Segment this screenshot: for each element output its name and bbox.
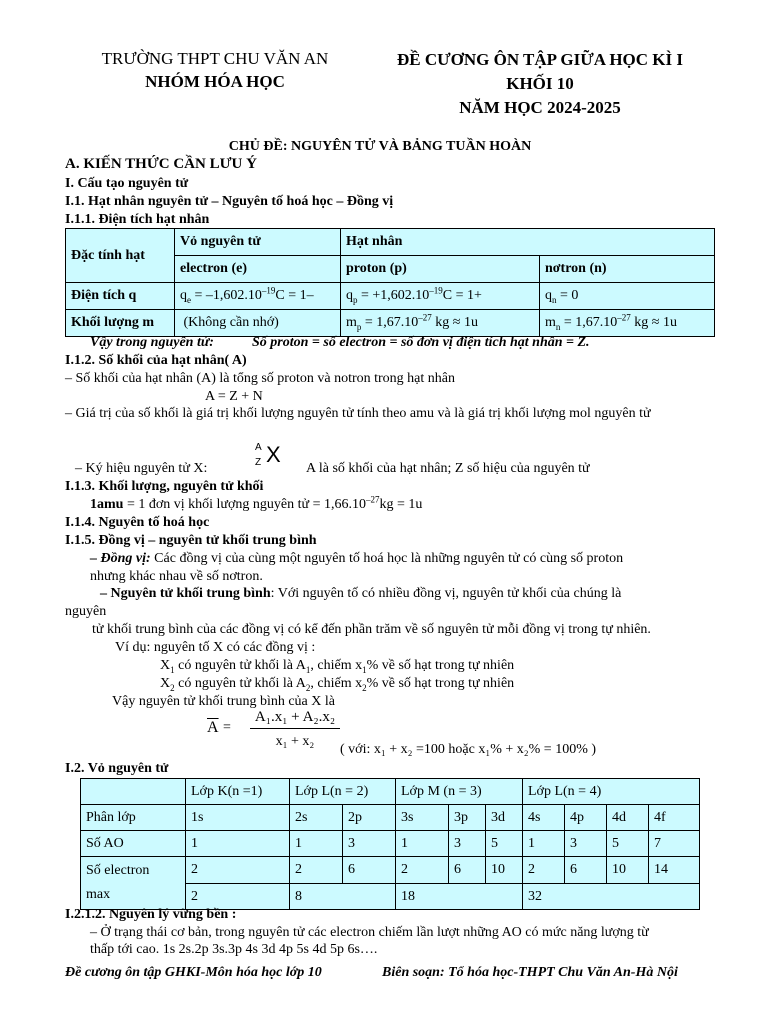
- symbol-z: Z: [255, 457, 262, 468]
- shell-table: [80, 778, 700, 910]
- cell-me: (Không cần nhớ): [175, 310, 341, 337]
- formula-lhs: $\overline{A}$: [207, 719, 219, 736]
- t2-head-m: Lớp M (n = 3): [396, 779, 523, 805]
- mass-number-def: – Số khối của hạt nhân (A) là tổng số proton và notron trong hạt nhân: [65, 371, 455, 386]
- conclusion-label: Vậy trong nguyên tử:: [90, 335, 214, 350]
- formula-note: ( với: x₁ + x₂ =100 hoặc x₁% + x₂% = 100% ): [340, 742, 597, 757]
- section-i13: I.1.3. Khối lượng, nguyên tử khối: [65, 479, 264, 494]
- topic-heading: CHỦ ĐỀ: NGUYÊN TỬ VÀ BẢNG TUẦN HOÀN: [228, 139, 532, 154]
- symbol-x: X: [266, 442, 281, 467]
- table-row: 2 8 18 32: [81, 883, 700, 910]
- cell-vo: Vỏ nguyên tử: [175, 229, 341, 256]
- section-i1: I.1. Hạt nhân nguyên tử – Nguyên tố hoá học – Đồng vị: [65, 194, 394, 209]
- section-i: I. Cấu tạo nguyên tử: [65, 176, 189, 191]
- school-name: TRƯỜNG THPT CHU VĂN AN: [101, 49, 329, 68]
- footer-right: Biên soạn: Tổ hóa học-THPT Chu Văn An-Hà Nội: [382, 965, 678, 980]
- section-i12: I.1.2. Số khối của hạt nhân( A): [65, 353, 247, 368]
- doc-year: NĂM HỌC 2024-2025: [459, 98, 621, 117]
- example-line: Ví dụ: nguyên tố X có các đồng vị :: [115, 640, 316, 655]
- avg-mass-def: – Nguyên tử khối trung bình: Với nguyên tố có nhiều đồng vị, nguyên tử khối của chúng là: [100, 586, 622, 601]
- table-row: Số AO 1 1 3 1 3 5 1 3 5 7: [81, 831, 700, 857]
- isotope-x1: $X_1$ có nguyên tử khối là $A_1$, chiếm $x_1\%$ về số hạt trong tự nhiên: [160, 658, 515, 675]
- section-i212: I.2.1.2. Nguyên lý vững bền :: [65, 907, 237, 922]
- avg-mass-def-2: nguyên: [65, 604, 107, 619]
- group-name: NHÓM HÓA HỌC: [145, 72, 285, 91]
- section-i11: I.1.1. Điện tích hạt nhân: [65, 212, 210, 227]
- cell-dac-tinh: Đặc tính hạt: [66, 229, 175, 283]
- mass-value-def: – Giá trị của số khối là giá trị khối lượng nguyên tử tính theo amu và là giá trị khối lượng mol nguyên tử: [65, 406, 651, 421]
- isotope-x2: $X_2$ có nguyên tử khối là $A_2$, chiếm $x_2\%$ về số hạt trong tự nhiên: [160, 676, 515, 693]
- doc-grade: KHỐI 10: [506, 74, 574, 93]
- t2-head-l: Lớp L(n = 2): [290, 779, 396, 805]
- footer-left: Đề cương ôn tập GHKI-Môn hóa học lớp 10: [65, 965, 322, 980]
- section-a: A. KIẾN THỨC CẦN LƯU Ý: [65, 156, 257, 172]
- table-row: Phân lớp 1s 2s 2p 3s 3p 3d 4s 4p 4d 4f: [81, 805, 700, 831]
- particle-table: [65, 228, 715, 337]
- cell-qn: $q_n = 0$: [540, 283, 715, 310]
- symbol-label: – Ký hiệu nguyên tử X:: [75, 461, 208, 476]
- table-row: Số electron max 2 2 6 2 6 10 2 6 10 14: [81, 857, 700, 884]
- section-i15: I.1.5. Đồng vị – nguyên tử khối trung bình: [65, 533, 317, 548]
- formula-eq: =: [223, 720, 231, 735]
- aufbau-line-2: thấp tới cao. 1s 2s.2p 3s.3p 4s 3d 4p 5s 4d 5p 6s….: [90, 942, 378, 957]
- section-i2: I.2. Vỏ nguyên tử: [65, 761, 169, 776]
- formula-denominator: x₁ + x₂: [275, 734, 315, 749]
- cell-qp: $q_p = +1,602.10^{-19}C = 1+$: [341, 283, 540, 310]
- cell-proton: proton (p): [341, 256, 540, 283]
- conclusion-text: Số proton = số electron = số đơn vị điện tích hạt nhân = Z.: [252, 335, 590, 350]
- cell-mp: $m_p = 1,67.10^{-27}$ kg ≈ 1u: [341, 310, 540, 337]
- avg-mass-def-3: tử khối trung bình của các đồng vị có kể đến phần trăm về số nguyên tử mỗi đồng vị trong tự nhiên.: [92, 622, 651, 637]
- formula-a: A = Z + N: [205, 389, 263, 404]
- cell-hat-nhan: Hạt nhân: [341, 229, 715, 256]
- aufbau-line-1: – Ở trạng thái cơ bản, trong nguyên tử các electron chiếm lần lượt những AO có mức năng lượng từ: [90, 925, 649, 940]
- symbol-a: A: [255, 442, 262, 453]
- formula-numerator: A₁.x₁ + A₂.x₂: [254, 709, 336, 725]
- symbol-desc: A là số khối của hạt nhân; Z số hiệu của nguyên tử: [306, 461, 590, 476]
- t2-head-k: Lớp K(n =1): [186, 779, 290, 805]
- avg-mass-formula: [207, 708, 342, 753]
- cell-notron: nơtron (n): [540, 256, 715, 283]
- isotope-def: – Đồng vị: Các đồng vị của cùng một nguyên tố hoá học là những nguyên tử có cùng số proton: [90, 551, 624, 566]
- avg-mass-intro: Vậy nguyên tử khối trung bình của X là: [112, 694, 335, 709]
- cell-qe: $q_e = -1,602.10^{-19}C = 1-$: [175, 283, 341, 310]
- cell-electron: electron (e): [175, 256, 341, 283]
- amu-def: 1amu = 1 đơn vị khối lượng nguyên tử = $1,66.10^{-27}kg = 1u$: [90, 494, 423, 512]
- cell-mn: $m_n = 1,67.10^{-27}$ kg ≈ 1u: [540, 310, 715, 337]
- t2-head-n: Lớp L(n = 4): [523, 779, 700, 805]
- cell-khoi-luong: Khối lượng m: [66, 310, 175, 337]
- fraction-bar: [250, 728, 340, 729]
- t2-head-empty: [81, 779, 186, 805]
- cell-dien-tich: Điện tích q: [66, 283, 175, 310]
- doc-title: ĐỀ CƯƠNG ÔN TẬP GIỮA HỌC KÌ I: [396, 50, 684, 69]
- isotope-def-2: nhưng khác nhau về số nơtron.: [90, 569, 263, 584]
- section-i14: I.1.4. Nguyên tố hoá học: [65, 515, 210, 530]
